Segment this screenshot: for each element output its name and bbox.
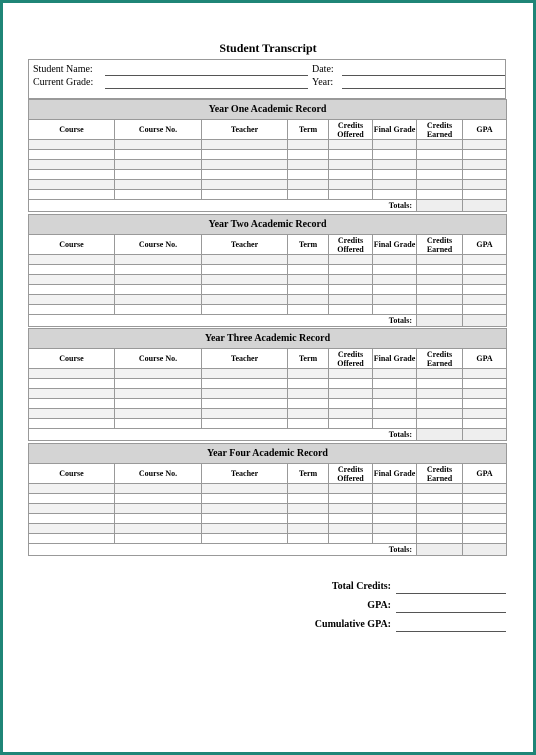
table-cell[interactable] <box>463 369 507 379</box>
table-cell[interactable] <box>29 150 115 160</box>
table-cell[interactable] <box>288 160 329 170</box>
column-header: Course <box>29 120 115 140</box>
table-cell[interactable] <box>288 265 329 275</box>
table-row <box>29 419 507 429</box>
totals-label: Totals: <box>29 200 417 212</box>
table-row <box>29 524 507 534</box>
table-row <box>29 494 507 504</box>
section-title: Year Three Academic Record <box>29 329 507 349</box>
table-cell[interactable] <box>329 409 373 419</box>
table-cell[interactable] <box>202 285 288 295</box>
gpa-field[interactable] <box>396 612 506 613</box>
table-cell[interactable] <box>463 295 507 305</box>
table-cell[interactable] <box>463 180 507 190</box>
table-cell[interactable] <box>288 150 329 160</box>
table-cell[interactable] <box>417 180 463 190</box>
column-header: Course <box>29 349 115 369</box>
total-credits-field[interactable] <box>396 593 506 594</box>
table-row <box>29 504 507 514</box>
table-cell[interactable] <box>29 399 115 409</box>
table-cell[interactable] <box>115 170 202 180</box>
table-cell[interactable] <box>329 150 373 160</box>
table-cell[interactable] <box>463 275 507 285</box>
table-row <box>29 534 507 544</box>
section-title: Year One Academic Record <box>29 100 507 120</box>
transcript-page <box>3 3 533 752</box>
table-cell[interactable] <box>288 409 329 419</box>
gpa-label: GPA: <box>367 600 391 611</box>
column-header: Course No. <box>115 235 202 255</box>
column-header: Credits Offered <box>329 235 373 255</box>
credits-earned-total[interactable] <box>417 544 463 556</box>
totals-row <box>29 315 507 327</box>
table-cell[interactable] <box>373 494 417 504</box>
table-cell[interactable] <box>463 305 507 315</box>
table-cell[interactable] <box>417 170 463 180</box>
table-cell[interactable] <box>202 265 288 275</box>
table-cell[interactable] <box>417 534 463 544</box>
year-field[interactable] <box>342 88 505 89</box>
table-cell[interactable] <box>373 524 417 534</box>
table-cell[interactable] <box>463 504 507 514</box>
table-cell[interactable] <box>417 379 463 389</box>
table-cell[interactable] <box>202 160 288 170</box>
table-cell[interactable] <box>373 275 417 285</box>
table-cell[interactable] <box>115 534 202 544</box>
table-cell[interactable] <box>417 160 463 170</box>
table-row <box>29 389 507 399</box>
student-info-box <box>28 59 506 99</box>
table-cell[interactable] <box>29 369 115 379</box>
table-cell[interactable] <box>329 275 373 285</box>
table-cell[interactable] <box>29 295 115 305</box>
column-header: Course <box>29 235 115 255</box>
table-cell[interactable] <box>288 285 329 295</box>
table-cell[interactable] <box>202 399 288 409</box>
table-row <box>29 265 507 275</box>
table-cell[interactable] <box>373 190 417 200</box>
column-header: GPA <box>463 120 507 140</box>
table-cell[interactable] <box>29 285 115 295</box>
table-cell[interactable] <box>463 389 507 399</box>
column-header: Credits Earned <box>417 464 463 484</box>
table-cell[interactable] <box>115 399 202 409</box>
table-cell[interactable] <box>329 379 373 389</box>
table-row <box>29 295 507 305</box>
table-cell[interactable] <box>202 190 288 200</box>
info-row-2 <box>29 77 505 90</box>
table-cell[interactable] <box>288 140 329 150</box>
table-cell[interactable] <box>202 409 288 419</box>
gpa-total[interactable] <box>463 315 507 327</box>
table-cell[interactable] <box>373 484 417 494</box>
current-grade-field[interactable] <box>105 88 308 89</box>
column-header: Term <box>288 235 329 255</box>
table-cell[interactable] <box>417 265 463 275</box>
totals-label: Totals: <box>29 315 417 327</box>
table-cell[interactable] <box>288 180 329 190</box>
table-cell[interactable] <box>288 419 329 429</box>
table-cell[interactable] <box>29 524 115 534</box>
table-row <box>29 275 507 285</box>
table-cell[interactable] <box>288 534 329 544</box>
table-cell[interactable] <box>329 484 373 494</box>
table-cell[interactable] <box>115 180 202 190</box>
table-cell[interactable] <box>202 255 288 265</box>
table-cell[interactable] <box>115 514 202 524</box>
column-header: Teacher <box>202 349 288 369</box>
table-cell[interactable] <box>373 180 417 190</box>
table-cell[interactable] <box>288 305 329 315</box>
table-cell[interactable] <box>115 295 202 305</box>
table-cell[interactable] <box>329 265 373 275</box>
table-cell[interactable] <box>288 255 329 265</box>
table-cell[interactable] <box>417 409 463 419</box>
section-title: Year Four Academic Record <box>29 444 507 464</box>
table-cell[interactable] <box>202 504 288 514</box>
table-cell[interactable] <box>288 369 329 379</box>
table-row <box>29 140 507 150</box>
column-header: Teacher <box>202 464 288 484</box>
table-cell[interactable] <box>288 484 329 494</box>
year-label: Year: <box>312 77 334 88</box>
table-cell[interactable] <box>373 399 417 409</box>
table-cell[interactable] <box>202 275 288 285</box>
table-cell[interactable] <box>373 160 417 170</box>
table-row <box>29 409 507 419</box>
table-cell[interactable] <box>373 285 417 295</box>
column-header: Credits Earned <box>417 349 463 369</box>
table-cell[interactable] <box>288 379 329 389</box>
table-cell[interactable] <box>373 305 417 315</box>
table-cell[interactable] <box>463 494 507 504</box>
cumulative-gpa-label: Cumulative GPA: <box>314 619 391 630</box>
column-header: Credits Offered <box>329 464 373 484</box>
table-cell[interactable] <box>288 494 329 504</box>
table-cell[interactable] <box>329 524 373 534</box>
column-header: Term <box>288 464 329 484</box>
table-cell[interactable] <box>202 140 288 150</box>
academic-record-table <box>28 99 507 212</box>
table-cell[interactable] <box>29 514 115 524</box>
table-cell[interactable] <box>329 160 373 170</box>
table-cell[interactable] <box>115 369 202 379</box>
table-cell[interactable] <box>202 295 288 305</box>
column-header: Final Grade <box>373 120 417 140</box>
table-cell[interactable] <box>29 419 115 429</box>
table-row <box>29 190 507 200</box>
table-cell[interactable] <box>373 255 417 265</box>
table-cell[interactable] <box>115 190 202 200</box>
table-cell[interactable] <box>288 389 329 399</box>
column-header: Final Grade <box>373 235 417 255</box>
table-cell[interactable] <box>329 285 373 295</box>
table-cell[interactable] <box>417 389 463 399</box>
table-cell[interactable] <box>417 504 463 514</box>
table-cell[interactable] <box>417 484 463 494</box>
table-cell[interactable] <box>373 265 417 275</box>
table-cell[interactable] <box>288 170 329 180</box>
table-cell[interactable] <box>463 409 507 419</box>
table-cell[interactable] <box>115 305 202 315</box>
table-cell[interactable] <box>29 180 115 190</box>
table-cell[interactable] <box>463 514 507 524</box>
section-title: Year Two Academic Record <box>29 215 507 235</box>
table-row <box>29 305 507 315</box>
table-cell[interactable] <box>329 534 373 544</box>
table-cell[interactable] <box>463 285 507 295</box>
table-cell[interactable] <box>29 484 115 494</box>
table-cell[interactable] <box>417 514 463 524</box>
table-cell[interactable] <box>29 255 115 265</box>
table-cell[interactable] <box>115 524 202 534</box>
table-cell[interactable] <box>288 504 329 514</box>
table-cell[interactable] <box>329 504 373 514</box>
table-row <box>29 369 507 379</box>
table-row <box>29 180 507 190</box>
table-cell[interactable] <box>417 419 463 429</box>
table-row <box>29 170 507 180</box>
table-cell[interactable] <box>417 275 463 285</box>
table-cell[interactable] <box>202 419 288 429</box>
table-cell[interactable] <box>417 369 463 379</box>
column-header: GPA <box>463 235 507 255</box>
table-cell[interactable] <box>29 409 115 419</box>
table-cell[interactable] <box>373 504 417 514</box>
table-cell[interactable] <box>329 255 373 265</box>
academic-record-table <box>28 328 507 441</box>
table-cell[interactable] <box>463 190 507 200</box>
table-cell[interactable] <box>463 150 507 160</box>
student-name-field[interactable] <box>105 75 308 76</box>
column-header: Course No. <box>115 349 202 369</box>
table-cell[interactable] <box>373 409 417 419</box>
table-cell[interactable] <box>463 255 507 265</box>
table-cell[interactable] <box>373 379 417 389</box>
table-cell[interactable] <box>115 494 202 504</box>
totals-row <box>29 429 507 441</box>
table-cell[interactable] <box>417 295 463 305</box>
table-cell[interactable] <box>29 160 115 170</box>
table-cell[interactable] <box>417 494 463 504</box>
table-cell[interactable] <box>29 494 115 504</box>
column-header: Teacher <box>202 120 288 140</box>
column-header: GPA <box>463 349 507 369</box>
academic-record-table <box>28 443 507 556</box>
table-cell[interactable] <box>417 140 463 150</box>
table-row <box>29 399 507 409</box>
table-cell[interactable] <box>329 140 373 150</box>
student-name-label: Student Name: <box>33 64 93 75</box>
table-cell[interactable] <box>202 514 288 524</box>
table-cell[interactable] <box>329 180 373 190</box>
table-cell[interactable] <box>29 534 115 544</box>
date-label: Date: <box>312 64 334 75</box>
credits-earned-total[interactable] <box>417 200 463 212</box>
table-cell[interactable] <box>329 399 373 409</box>
table-row <box>29 484 507 494</box>
table-cell[interactable] <box>288 514 329 524</box>
table-cell[interactable] <box>463 170 507 180</box>
table-cell[interactable] <box>463 534 507 544</box>
table-cell[interactable] <box>29 265 115 275</box>
table-cell[interactable] <box>288 399 329 409</box>
table-cell[interactable] <box>115 504 202 514</box>
column-header: Final Grade <box>373 349 417 369</box>
table-cell[interactable] <box>115 484 202 494</box>
column-header: Term <box>288 349 329 369</box>
academic-record-table <box>28 214 507 327</box>
table-cell[interactable] <box>29 379 115 389</box>
table-cell[interactable] <box>417 399 463 409</box>
current-grade-label: Current Grade: <box>33 77 94 88</box>
table-cell[interactable] <box>288 190 329 200</box>
table-cell[interactable] <box>29 170 115 180</box>
table-row <box>29 514 507 524</box>
table-cell[interactable] <box>115 389 202 399</box>
column-header: Course No. <box>115 120 202 140</box>
table-cell[interactable] <box>288 295 329 305</box>
column-header: Course <box>29 464 115 484</box>
column-header: Credits Offered <box>329 120 373 140</box>
table-cell[interactable] <box>29 389 115 399</box>
table-cell[interactable] <box>417 524 463 534</box>
table-cell[interactable] <box>373 389 417 399</box>
table-cell[interactable] <box>463 265 507 275</box>
table-cell[interactable] <box>115 160 202 170</box>
table-cell[interactable] <box>373 369 417 379</box>
table-cell[interactable] <box>329 514 373 524</box>
table-cell[interactable] <box>373 514 417 524</box>
table-cell[interactable] <box>202 369 288 379</box>
table-cell[interactable] <box>329 389 373 399</box>
table-cell[interactable] <box>202 150 288 160</box>
gpa-total[interactable] <box>463 200 507 212</box>
table-cell[interactable] <box>29 275 115 285</box>
column-header: Credits Offered <box>329 349 373 369</box>
table-cell[interactable] <box>463 419 507 429</box>
table-cell[interactable] <box>115 265 202 275</box>
table-cell[interactable] <box>202 494 288 504</box>
table-cell[interactable] <box>202 534 288 544</box>
table-cell[interactable] <box>202 484 288 494</box>
date-field[interactable] <box>342 75 505 76</box>
table-cell[interactable] <box>373 170 417 180</box>
table-cell[interactable] <box>463 484 507 494</box>
table-cell[interactable] <box>417 285 463 295</box>
gpa-total[interactable] <box>463 544 507 556</box>
table-cell[interactable] <box>463 399 507 409</box>
table-cell[interactable] <box>373 419 417 429</box>
gpa-total[interactable] <box>463 429 507 441</box>
table-cell[interactable] <box>202 170 288 180</box>
table-cell[interactable] <box>417 305 463 315</box>
column-header: GPA <box>463 464 507 484</box>
table-row <box>29 285 507 295</box>
table-cell[interactable] <box>29 140 115 150</box>
table-cell[interactable] <box>417 150 463 160</box>
table-cell[interactable] <box>115 140 202 150</box>
column-header: Final Grade <box>373 464 417 484</box>
table-cell[interactable] <box>373 140 417 150</box>
totals-label: Totals: <box>29 429 417 441</box>
table-cell[interactable] <box>329 369 373 379</box>
table-row <box>29 150 507 160</box>
column-header: Term <box>288 120 329 140</box>
table-cell[interactable] <box>29 504 115 514</box>
table-cell[interactable] <box>329 190 373 200</box>
table-cell[interactable] <box>115 379 202 389</box>
table-cell[interactable] <box>202 524 288 534</box>
table-cell[interactable] <box>373 150 417 160</box>
totals-row <box>29 544 507 556</box>
totals-label: Totals: <box>29 544 417 556</box>
table-cell[interactable] <box>463 160 507 170</box>
table-cell[interactable] <box>463 524 507 534</box>
table-cell[interactable] <box>115 419 202 429</box>
table-cell[interactable] <box>202 379 288 389</box>
cumulative-gpa-field[interactable] <box>396 631 506 632</box>
table-cell[interactable] <box>373 534 417 544</box>
credits-earned-total[interactable] <box>417 429 463 441</box>
table-cell[interactable] <box>288 524 329 534</box>
table-cell[interactable] <box>288 275 329 285</box>
column-header: Teacher <box>202 235 288 255</box>
table-cell[interactable] <box>329 419 373 429</box>
table-cell[interactable] <box>329 295 373 305</box>
column-header: Credits Earned <box>417 120 463 140</box>
column-header: Credits Earned <box>417 235 463 255</box>
table-cell[interactable] <box>202 305 288 315</box>
page-title: Student Transcript <box>219 41 317 55</box>
table-cell[interactable] <box>329 170 373 180</box>
credits-earned-total[interactable] <box>417 315 463 327</box>
table-cell[interactable] <box>115 150 202 160</box>
table-cell[interactable] <box>417 190 463 200</box>
table-cell[interactable] <box>463 140 507 150</box>
table-cell[interactable] <box>115 285 202 295</box>
total-credits-label: Total Credits: <box>331 581 391 592</box>
table-cell[interactable] <box>202 389 288 399</box>
table-cell[interactable] <box>202 180 288 190</box>
table-cell[interactable] <box>29 305 115 315</box>
table-cell[interactable] <box>463 379 507 389</box>
table-cell[interactable] <box>329 305 373 315</box>
table-cell[interactable] <box>115 409 202 419</box>
info-row-1 <box>29 64 505 77</box>
table-row <box>29 255 507 265</box>
table-cell[interactable] <box>29 190 115 200</box>
table-cell[interactable] <box>373 295 417 305</box>
column-header: Course No. <box>115 464 202 484</box>
table-cell[interactable] <box>417 255 463 265</box>
totals-row <box>29 200 507 212</box>
table-cell[interactable] <box>329 494 373 504</box>
table-cell[interactable] <box>115 275 202 285</box>
table-cell[interactable] <box>115 255 202 265</box>
table-row <box>29 160 507 170</box>
table-row <box>29 379 507 389</box>
